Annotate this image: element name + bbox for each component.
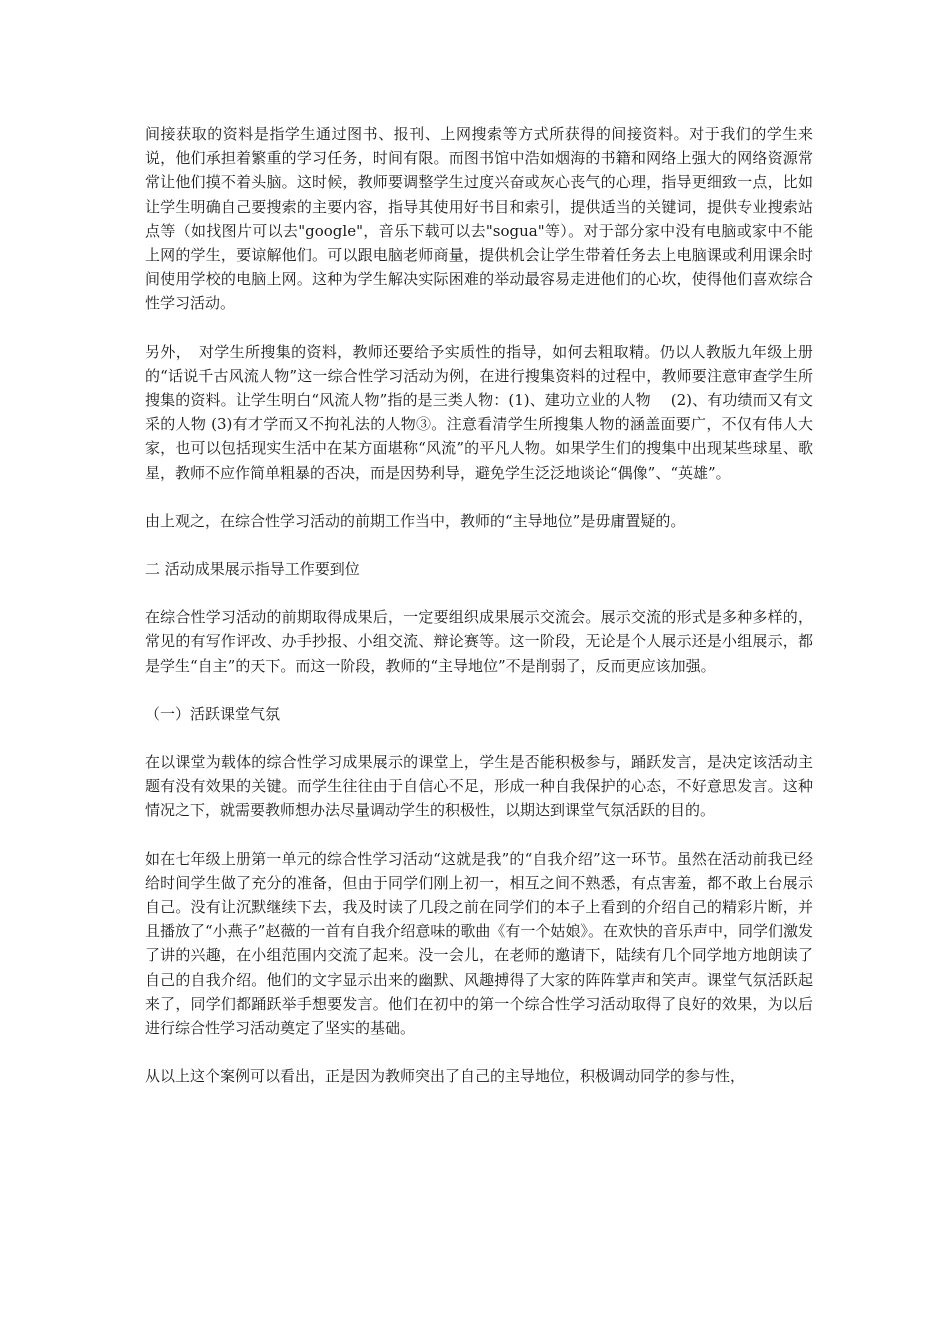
paragraph-case-analysis: 从以上这个案例可以看出，正是因为教师突出了自己的主导地位，积极调动同学的参与性， bbox=[145, 1067, 746, 1086]
paragraph-indirect-materials: 间接获取的资料是指学生通过图书、报刊、上网搜索等方式所获得的间接资料。对于我们的学生来说，他们承担着繁重的学习任务，时间有限。而图书馆中浩如烟海的书籍和网络上强大的网络资源常常让他们摸不着头脑。这时候，教师要调整学生过度兴奋或灰心丧气的心理，指导更细致一点，比如让学生明确自己要搜索的主要内容，指导其使用好书目和索引，提供适当的关键词，提供专业搜索站点等（如找图片可以去"google"，音乐下载可以去"sogua"等）。对于部分家中没有电脑或家中不能上网的学生，要谅解他们。可以跟电脑老师商量，提供机会让学生带着任务去上电脑课或利用课余时间使用学校的电脑上网。这种为学生解决实际困难的举动最容易走进他们的心坎，使得他们喜欢综合性学习活动。 bbox=[145, 125, 813, 313]
paragraph-results-exchange: 在综合性学习活动的前期取得成果后，一定要组织成果展示交流会。展示交流的形式是多种多样的，常见的有写作评改、办手抄报、小组交流、辩论赛等。这一阶段，无论是个人展示还是小组展示，都是学生“自主”的天下。而这一阶段，教师的“主导地位”不是削弱了，反而更应该加强。 bbox=[145, 608, 813, 675]
paragraph-conclusion: 由上观之，在综合性学习活动的前期工作当中，教师的“主导地位”是毋庸置疑的。 bbox=[145, 511, 686, 530]
subsection-heading-classroom-atmosphere: （一）活跃课堂气氛 bbox=[145, 704, 281, 723]
document-body bbox=[145, 122, 813, 1089]
paragraph-case-example: 如在七年级上册第一单元的综合性学习活动“这就是我”的“自我介绍”这一环节。虽然在活动前我已经给时间学生做了充分的准备，但由于同学们刚上初一，相互之间不熟悉，有点害羞，都不敢上台展示自己。没有让沉默继续下去，我及时读了几段之前在同学们的本子上看到的介绍自己的精彩片断，并且播放了“小燕子”赵薇的一首有自我介绍意味的歌曲《有一个姑娘》。在欢快的音乐声中，同学们激发了讲的兴趣，在小组范围内交流了起来。没一会儿，在老师的邀请下，陆续有几个同学地方地朗读了自己的自我介绍。他们的文字显示出来的幽默、风趣搏得了大家的阵阵掌声和笑声。课堂气氛活跃起来了，同学们都踊跃举手想要发言。他们在初中的第一个综合性学习活动取得了良好的效果，为以后进行综合性学习活动奠定了坚实的基础。 bbox=[145, 849, 813, 1038]
section-heading-results-display: 二 活动成果展示指导工作要到位 bbox=[145, 560, 360, 579]
paragraph-classroom-participation: 在以课堂为载体的综合性学习成果展示的课堂上，学生是否能积极参与，踊跃发言，是决定该活动主题有没有效果的关键。而学生往往由于自信心不足，形成一种自我保护的心态，不好意思发言。这种情况之下，就需要教师想办法尽量调动学生的积极性，以期达到课堂气氛活跃的目的。 bbox=[145, 753, 813, 820]
paragraph-material-guidance: 另外， 对学生所搜集的资料，教师还要给予实质性的指导，如何去粗取精。仍以人教版九年级上册的“话说千古风流人物”这一综合性学习活动为例，在进行搜集资料的过程中，教师要注意审查学生所搜集的资料。让学生明白“风流人物”指的是三类人物：(1)、建功立业的人物 (2)、有功绩而又有文采的人物 (3)有才学而又不拘礼法的人物③。注意看清学生所搜集人物的涵盖面要广，不仅有伟人大家，也可以包括现实生活中在某方面堪称“风流”的平凡人物。如果学生们的搜集中出现某些球星、歌星，教师不应作简单粗暴的否决，而是因势利导，避免学生泛泛地谈论“偶像”、“英雄”。 bbox=[145, 342, 813, 482]
